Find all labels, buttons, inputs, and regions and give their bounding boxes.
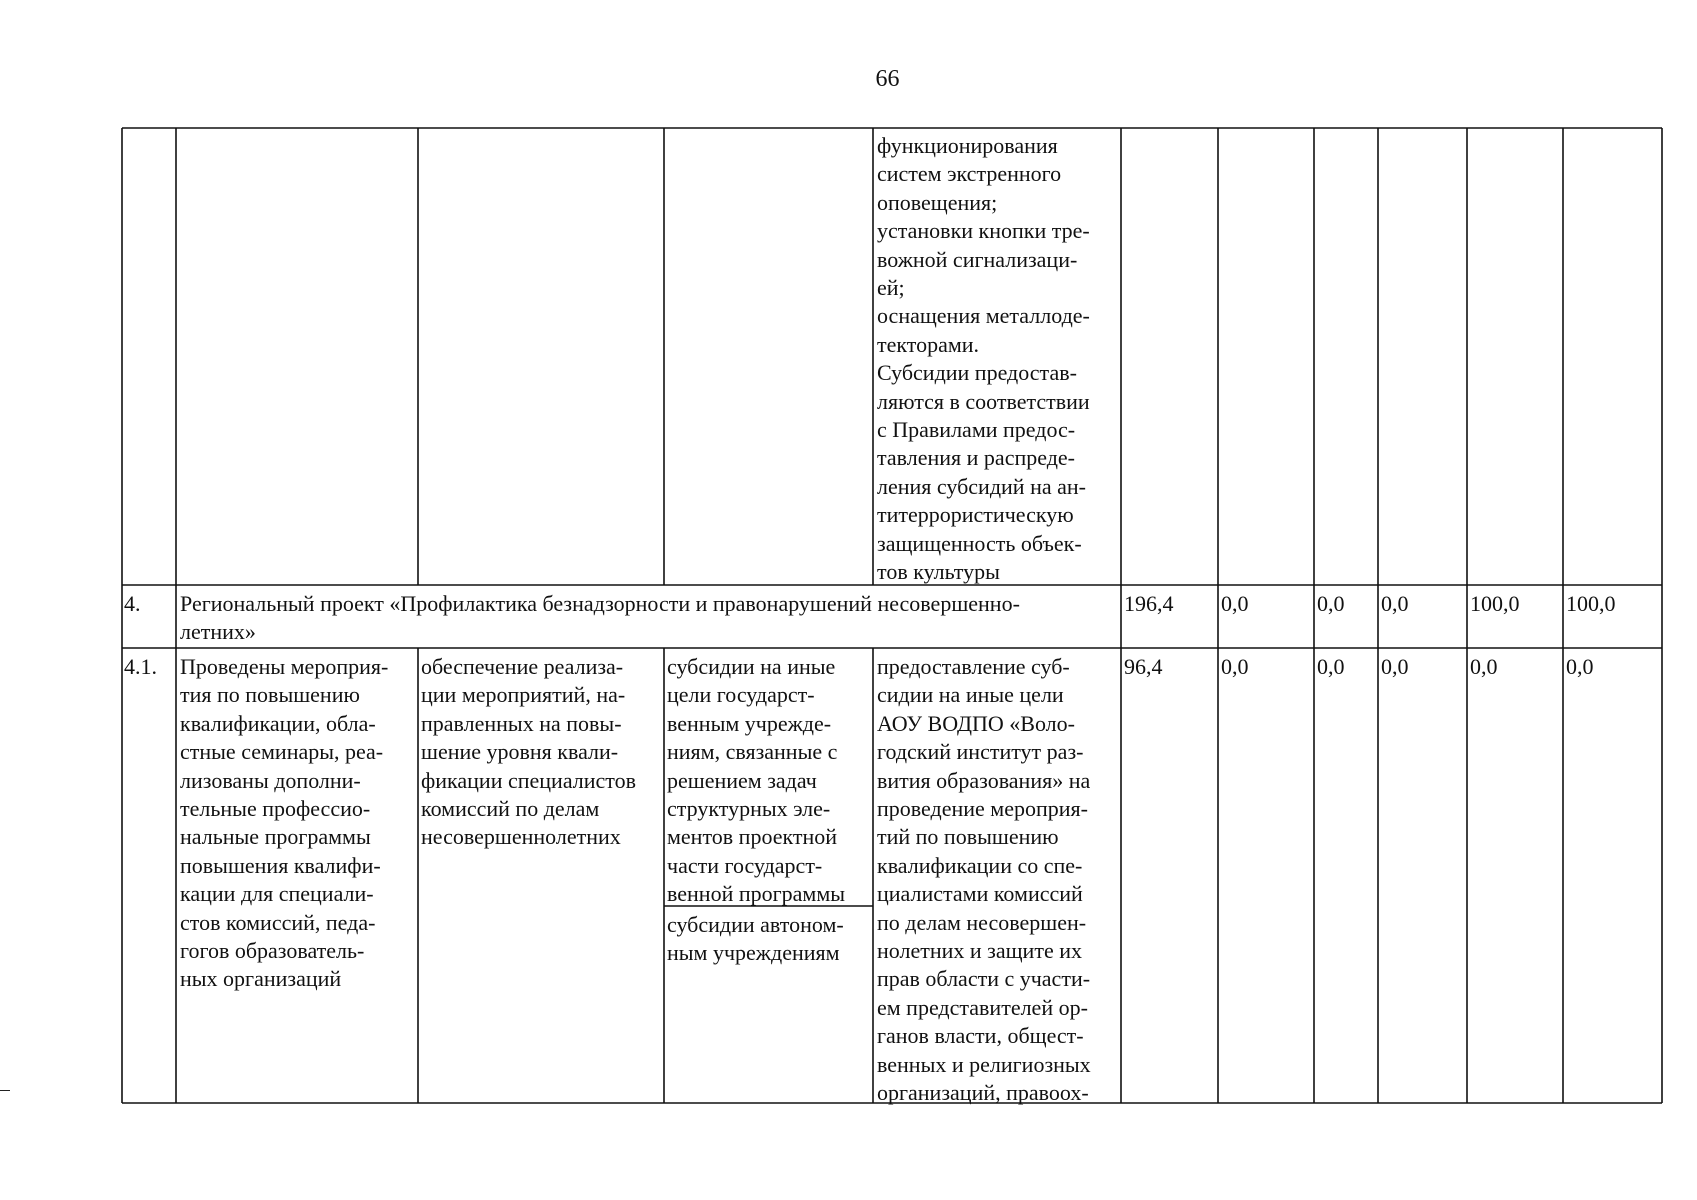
text-line: ления субсидий на ан-: [877, 473, 1086, 499]
text-line: ментов проектной: [667, 824, 838, 850]
text-line: оповещения;: [877, 189, 998, 215]
text-line: цели государст-: [667, 682, 815, 708]
text-line: Проведены мероприя-: [180, 654, 389, 679]
text-line: циалистами комиссий: [877, 881, 1083, 907]
project-value-4: 0,0: [1381, 591, 1409, 616]
project-title: [180, 590, 1020, 647]
text-line: тавления и распреде-: [877, 445, 1075, 471]
margin-mark: [0, 1090, 10, 1091]
text-line: тий по повышению: [877, 824, 1059, 850]
item-task: [421, 653, 636, 852]
item-expense-type-b: [667, 911, 844, 968]
item-value-6: 0,0: [1566, 654, 1594, 679]
text-line: субсидии автоном-: [667, 912, 844, 937]
text-line: защищенность объек-: [877, 530, 1082, 556]
text-line: тов культуры: [877, 559, 1000, 585]
text-line: повышения квалифи-: [180, 852, 381, 878]
text-line: части государст-: [667, 852, 823, 878]
text-line: Региональный проект «Профилактика безнадзорности и правонарушений несовершенно-: [180, 591, 1020, 616]
text-line: квалификации, обла-: [180, 710, 376, 736]
item-value-1: 96,4: [1124, 654, 1163, 679]
item-value-5: 0,0: [1470, 654, 1498, 679]
text-line: фикации специалистов: [421, 767, 637, 793]
text-line: АОУ ВОДПО «Воло-: [877, 710, 1075, 736]
project-value-6: 100,0: [1566, 591, 1616, 616]
text-line: ганов власти, общест-: [877, 1023, 1084, 1049]
text-line: субсидии на иные: [667, 654, 836, 679]
text-line: стов комиссий, педа-: [180, 909, 376, 935]
text-line: проведение мероприя-: [877, 796, 1088, 822]
text-line: правленных на повы-: [421, 710, 622, 736]
text-line: ции мероприятий, на-: [421, 682, 626, 708]
text-line: по делам несовершен-: [877, 909, 1087, 935]
item-description: [877, 653, 1091, 1108]
text-line: тия по повышению: [180, 682, 360, 708]
text-line: шение уровня квали-: [421, 739, 619, 765]
text-line: с Правилами предос-: [877, 417, 1076, 443]
project-value-5: 100,0: [1470, 591, 1520, 616]
text-line: сидии на иные цели: [877, 682, 1064, 708]
item-number: 4.1.: [124, 654, 157, 679]
text-line: функционирования: [877, 133, 1058, 158]
text-line: венным учрежде-: [667, 710, 832, 736]
text-line: гогов образователь-: [180, 938, 365, 964]
item-value-2: 0,0: [1221, 654, 1249, 679]
text-line: несовершеннолетних: [421, 824, 621, 850]
text-line: оснащения металлоде-: [877, 303, 1090, 329]
text-line: кации для специали-: [180, 881, 374, 907]
text-line: ей;: [877, 275, 905, 301]
text-line: решением задач: [667, 767, 817, 793]
text-line: ем представителей ор-: [877, 994, 1088, 1020]
text-line: структурных эле-: [667, 796, 831, 822]
text-line: стные семинары, реа-: [180, 739, 384, 765]
text-line: прав области с участи-: [877, 966, 1091, 992]
project-value-3: 0,0: [1317, 591, 1345, 616]
text-line: вожной сигнализаци-: [877, 246, 1078, 272]
item-value-3: 0,0: [1317, 654, 1345, 679]
text-line: квалификации со спе-: [877, 852, 1083, 878]
text-line: предоставление суб-: [877, 654, 1070, 679]
text-line: обеспечение реализа-: [421, 654, 624, 679]
text-line: ным учреждениям: [667, 940, 840, 966]
text-line: нолетних и защите их: [877, 938, 1082, 964]
project-number: 4.: [124, 591, 141, 616]
text-line: ниям, связанные с: [667, 739, 838, 765]
text-line: ляются в соответствии: [877, 388, 1090, 414]
item-expense-type-a: [667, 653, 845, 909]
text-line: ных организаций: [180, 966, 342, 992]
continuation-description: [877, 132, 1090, 587]
text-line: тельные профессио-: [180, 796, 371, 822]
text-line: венных и религиозных: [877, 1051, 1091, 1077]
project-value-2: 0,0: [1221, 591, 1249, 616]
text-line: лизованы дополни-: [180, 767, 361, 793]
text-line: летних»: [180, 619, 256, 645]
project-value-1: 196,4: [1124, 591, 1174, 616]
text-line: нальные программы: [180, 824, 371, 850]
text-line: Субсидии предостав-: [877, 360, 1077, 386]
text-line: систем экстренного: [877, 161, 1062, 187]
text-line: вития образования» на: [877, 767, 1091, 793]
text-line: венной программы: [667, 881, 846, 907]
text-line: текторами.: [877, 331, 980, 357]
item-value-4: 0,0: [1381, 654, 1409, 679]
item-result: [180, 653, 388, 994]
page-number: 66: [875, 66, 900, 92]
text-line: годский институт раз-: [877, 739, 1084, 765]
text-line: установки кнопки тре-: [877, 218, 1090, 244]
text-line: комиссий по делам: [421, 796, 600, 822]
text-line: титеррористическую: [877, 502, 1074, 528]
text-line: организаций, правоох-: [877, 1080, 1089, 1106]
